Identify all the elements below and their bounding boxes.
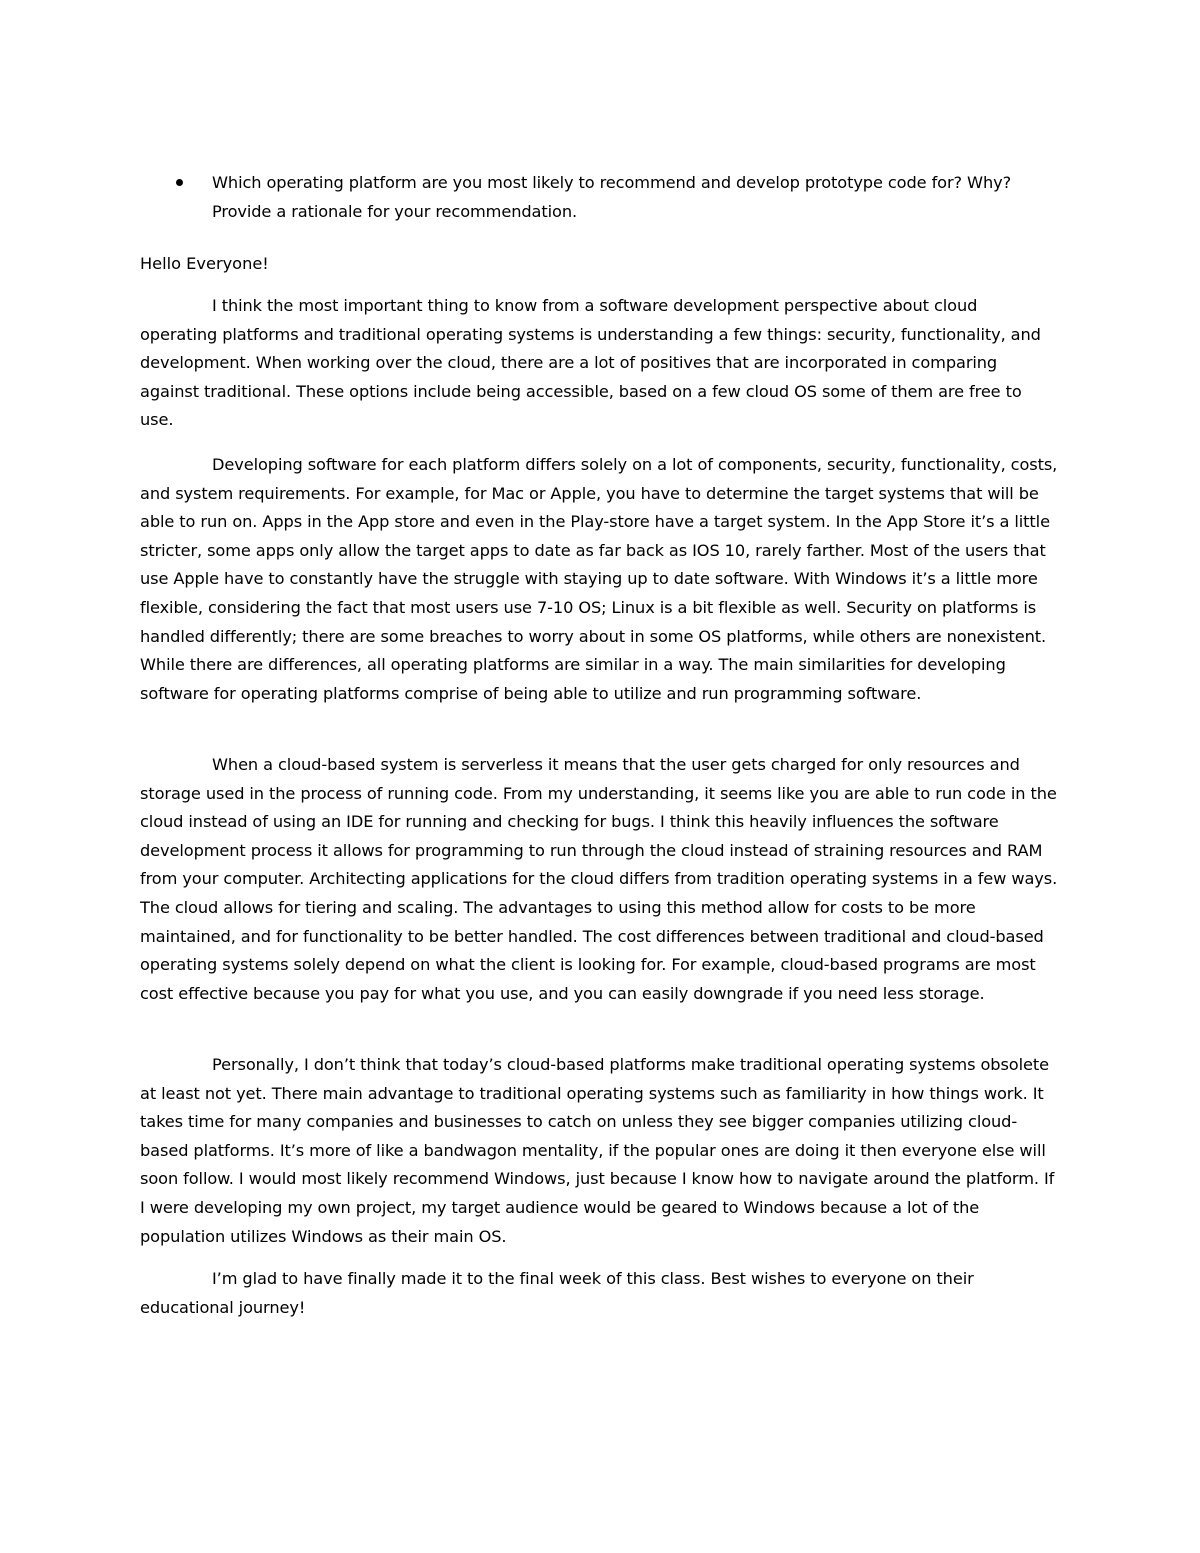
paragraph-5: I’m glad to have finally made it to the final week of this class. Best wishes to everyone on their educational journey! — [140, 1269, 974, 1317]
paragraph-4: Personally, I don’t think that today’s cloud-based platforms make traditional operating systems obsolete at least not yet. There main advantage to traditional operating systems such as familiarity in how things work. It takes time for many companies and businesses to catch on unless they see bigger companies utilizing cloud-based platforms. It’s more of like a bandwagon mentality, if the popular ones are doing it then everyone else will soon follow. I would most likely recommend Windows, just because I know how to navigate around the platform. If I were developing my own project, my target audience would be geared to Windows because a lot of the population utilizes Windows as their main OS. — [140, 1055, 1055, 1246]
greeting-text: Hello Everyone! — [140, 254, 269, 273]
bullet-dot-icon — [176, 179, 183, 186]
bullet-question-text: Which operating platform are you most likely to recommend and develop prototype code for? Why? Provide a rationale for your recommendation. — [212, 173, 1012, 221]
paragraph-3: When a cloud-based system is serverless it means that the user gets charged for only resources and storage used in the process of running code. From my understanding, it seems like you are able to run code in the cloud instead of using an IDE for running and checking for bugs. I think this heavily influences the software development process it allows for programming to run through the cloud instead of straining resources and RAM from your computer. Architecting applications for the cloud differs from tradition operating systems in a few ways. The cloud allows for tiering and scaling. The advantages to using this method allow for costs to be more maintained, and for functionality to be better handled. The cost differences between traditional and cloud-based operating systems solely depend on what the client is looking for. For example, cloud-based programs are most cost effective because you pay for what you use, and you can easily downgrade if you need less storage. — [140, 755, 1058, 1003]
paragraph-2: Developing software for each platform differs solely on a lot of components, security, functionality, costs, and system requirements. For example, for Mac or Apple, you have to determine the target systems that will be able to run on. Apps in the App store and even in the Play-store have a target system. In the App Store it’s a little stricter, some apps only allow the target apps to date as far back as IOS 10, rarely farther. Most of the users that use Apple have to constantly have the struggle with staying up to date software. With Windows it’s a little more flexible, considering the fact that most users use 7-10 OS; Linux is a bit flexible as well. Security on platforms is handled differently; there are some breaches to worry about in some OS platforms, while others are nonexistent. While there are differences, all operating platforms are similar in a way. The main similarities for developing software for operating platforms comprise of being able to utilize and run programming software. — [140, 455, 1058, 703]
paragraph-1: I think the most important thing to know from a software development perspective about cloud operating platforms and traditional operating systems is understanding a few things: security, functionality, and development. When working over the cloud, there are a lot of positives that are incorporated in comparing against traditional. These options include being accessible, based on a few cloud OS some of them are free to use. — [140, 296, 1041, 430]
